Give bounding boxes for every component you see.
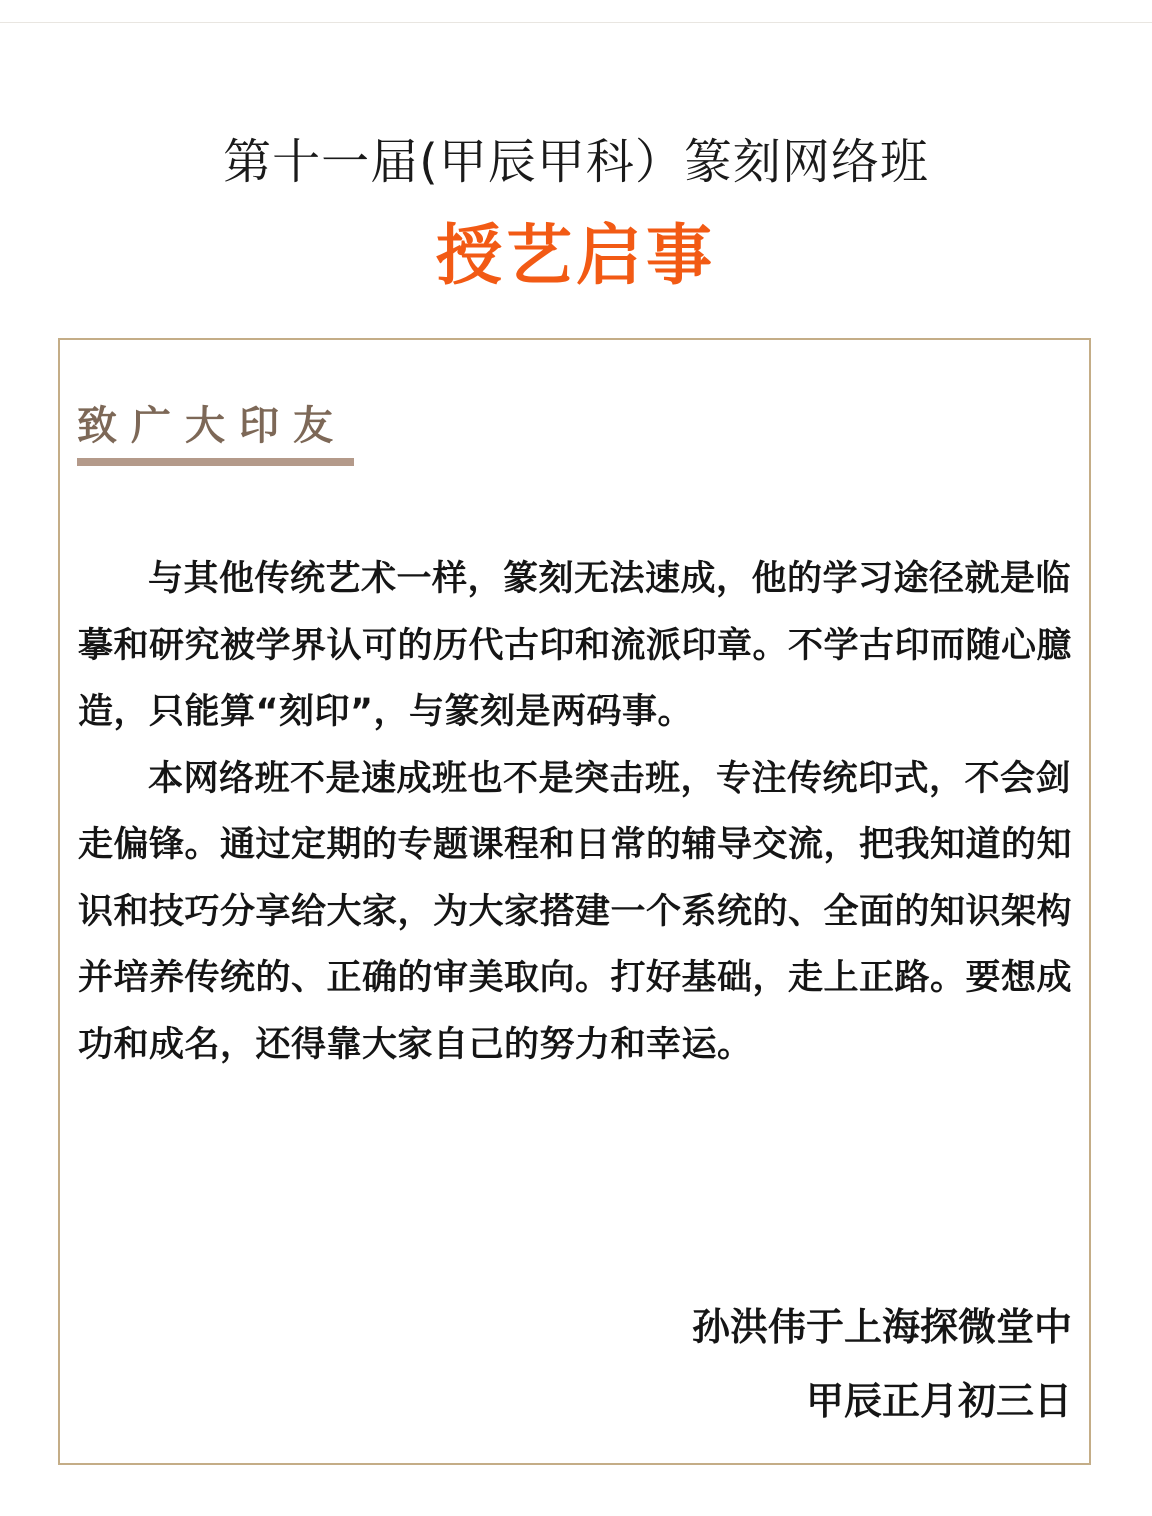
signature-block — [692, 1290, 1072, 1438]
salutation-block — [77, 398, 354, 468]
letter-body — [78, 546, 1088, 1078]
salutation: 致广大印友 — [77, 403, 347, 449]
paragraph-1: 与其他传统艺术一样，篆刻无法速成，他的学习途径就是临摹和研究被学界认可的历代古印和流派印章。不学古印而随心臆造，只能算“刻印”，与篆刻是两码事。 — [78, 559, 1073, 732]
page-title: 第十一届(甲辰甲科）篆刻网络班 — [223, 134, 929, 190]
page-subtitle: 授艺启事 — [436, 217, 716, 294]
signature-author: 孙洪伟于上海探微堂中 — [691, 1305, 1072, 1349]
salutation-underline — [77, 458, 354, 466]
paragraph-2: 本网络班不是速成班也不是突击班，专注传统印式，不会剑走偏锋。通过定期的专题课程和日常的辅导交流，把我知道的知识和技巧分享给大家，为大家搭建一个系统的、全面的知识架构并培养传统的、正确的审美取向。打好基础，走上正路。要想成功和成名，还得靠大家自己的努力和幸运。 — [78, 758, 1073, 1065]
top-divider — [0, 22, 1152, 23]
signature-date: 甲辰正月初三日 — [805, 1379, 1072, 1423]
